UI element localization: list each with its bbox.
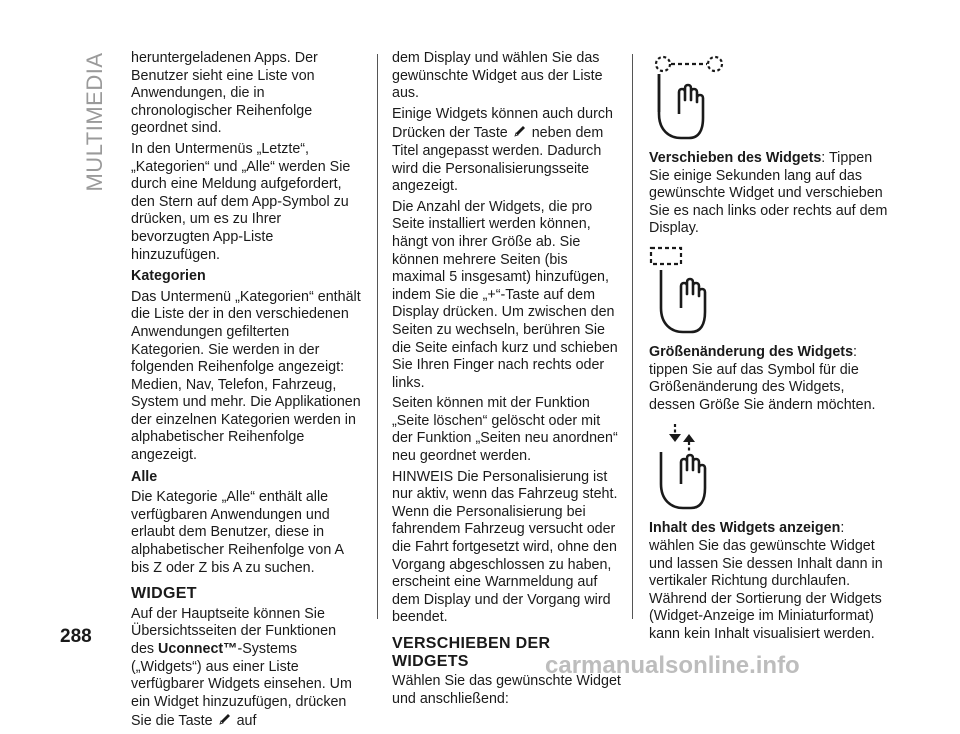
paragraph bbox=[649, 150, 889, 238]
heading-widget: WIDGET bbox=[131, 585, 197, 603]
paragraph: In den Untermenüs „Letzte“, „Kategorien“ und „Alle“ werden Sie durch eine Meldung aufgefordert, den Stern auf dem App-Symbol zu drücken, um es zu Ihrer bevorzugten App-Liste hinzuzufügen. bbox=[131, 140, 351, 263]
column-2 bbox=[392, 50, 624, 711]
heading-kategorien: Kategorien bbox=[131, 268, 206, 285]
watermark: carmanualsonline.info bbox=[545, 652, 800, 679]
column-3 bbox=[649, 52, 889, 647]
resize-gesture-icon bbox=[649, 246, 739, 338]
text: : wählen Sie das gewünschte Widget und lassen Sie dessen Inhalt dann in vertikaler Richtung durchlaufen. Während der Sortierung der Widgets (Widget-Anzeige im Miniaturformat) kann kein Inhalt visualisiert werden. bbox=[649, 520, 883, 642]
section-side-label-text: MULTIMEDIA bbox=[82, 52, 107, 192]
heading-verschieben: VERSCHIEBEN DER WIDGETS bbox=[392, 635, 551, 670]
paragraph bbox=[649, 520, 889, 643]
heading-inline: Verschieben des Widgets bbox=[649, 150, 822, 166]
column-divider bbox=[632, 54, 633, 619]
paragraph: HINWEIS Die Personalisierung ist nur aktiv, wenn das Fahrzeug steht. Wenn die Personalisierung bei fahrendem Fahrzeug versucht oder die Fahrt fortgesetzt wird, ohne den Vorgang abgeschlossen zu haben, erscheint eine Warnmeldung auf dem Display und der Vorgang wird beendet. bbox=[392, 468, 618, 626]
column-1 bbox=[131, 50, 363, 734]
paragraph bbox=[649, 344, 889, 414]
brand-name: Uconnect™ bbox=[158, 641, 238, 657]
text: : tippen Sie auf das Symbol für die Größenänderung des Widgets, dessen Größe Sie ändern möchten. bbox=[649, 343, 876, 413]
text: -Systems („Widgets“) aus einer Liste verfügbarer Widgets einsehen. Um ein Widget hinzuzufügen, drücken Sie die Taste bbox=[131, 641, 352, 730]
text: auf bbox=[236, 713, 257, 730]
text: Einige Widgets können auch durch Drücken der Taste bbox=[392, 105, 613, 142]
scroll-gesture-icon bbox=[649, 422, 739, 514]
paragraph: Die Anzahl der Widgets, die pro Seite installiert werden können, hängt von ihrer Größe ab. Sie können mehrere Seiten (bis maximal 5 insgesamt) hinzufügen, indem Sie die „+“-Taste auf dem Display drücken. Um zwischen den Seiten zu wechseln, berühren Sie die Seite einfach kurz und schieben Sie Ihren Finger nach rechts oder links. bbox=[392, 198, 618, 391]
pencil-icon bbox=[217, 711, 233, 727]
paragraph: Seiten können mit der Funktion „Seite löschen“ gelöscht oder mit der Funktion „Seiten neu anordnen“ neu geordnet werden. bbox=[392, 395, 618, 465]
pencil-icon bbox=[512, 123, 528, 139]
heading-inline: Inhalt des Widgets anzeigen bbox=[649, 520, 841, 537]
heading-alle: Alle bbox=[131, 468, 158, 485]
section-side-label bbox=[80, 52, 110, 192]
paragraph bbox=[392, 106, 624, 196]
paragraph: dem Display und wählen Sie das gewünschte Widget aus der Liste aus. bbox=[392, 50, 603, 102]
text: neben dem Titel angepasst werden. Dadurch wird die Personalisierungsseite angezeigt. bbox=[392, 125, 604, 195]
column-divider bbox=[377, 54, 378, 619]
paragraph bbox=[131, 606, 363, 731]
paragraph: heruntergeladenen Apps. Der Benutzer sieht eine Liste von Anwendungen, die in chronologischer Reihenfolge geordnet sind. bbox=[131, 50, 318, 137]
drag-gesture-icon bbox=[649, 52, 739, 144]
paragraph: Wählen Sie das gewünschte Widget und anschließend: bbox=[392, 673, 621, 707]
page-number: 288 bbox=[60, 626, 92, 647]
text: : Tippen Sie einige Sekunden lang auf das gewünschte Widget und verschieben Sie es nach links oder rechts auf dem Display. bbox=[649, 150, 888, 237]
paragraph: Die Kategorie „Alle“ enthält alle verfügbaren Anwendungen und erlaubt dem Benutzer, diese in alphabetischer Reihenfolge von A bis Z oder Z bis A zu suchen. bbox=[131, 489, 344, 576]
paragraph: Das Untermenü „Kategorien“ enthält die Liste der in den verschiedenen Anwendungen gefilterten Kategorien. Sie werden in der folgenden Reihenfolge angezeigt: Medien, Nav, Telefon, Fahrzeug, System und mehr. Die Applikationen der einzelnen Kategorien werden in alphabetischer Reihenfolge angezeigt. bbox=[131, 288, 361, 464]
text: Auf der Hauptseite können Sie Übersichtsseiten der Funktionen des bbox=[131, 605, 337, 657]
heading-inline: Größenänderung des Widgets bbox=[649, 343, 854, 360]
